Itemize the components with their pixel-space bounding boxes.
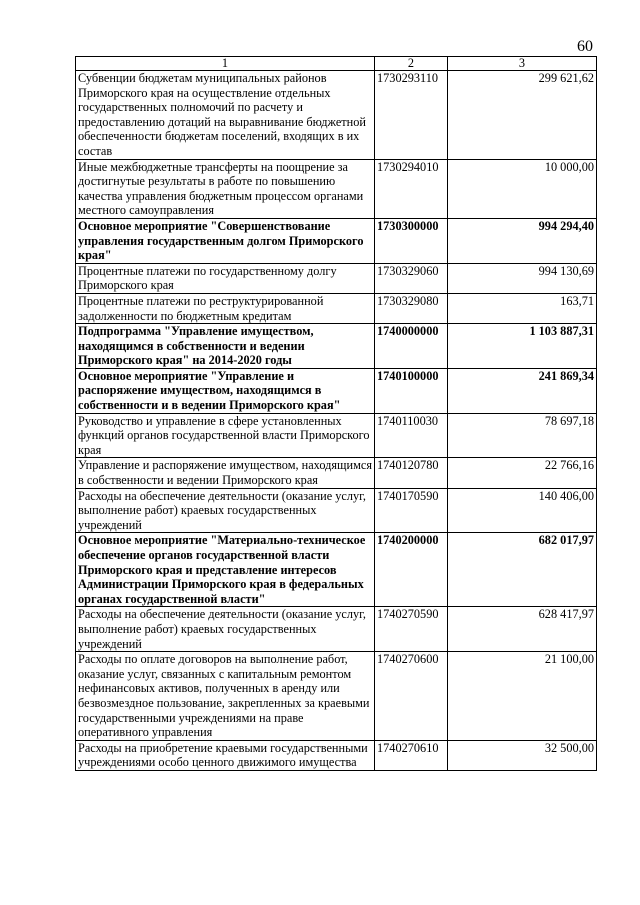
row-code-cell: 1740110030 [375,413,448,458]
table-row [76,740,597,770]
row-name-cell: Процентные платежи по государственному долгу Приморского края [76,263,375,293]
table-row [76,607,597,652]
budget-table [75,56,597,771]
column-header-1: 1 [76,57,375,71]
row-amount-cell: 10 000,00 [448,159,597,218]
row-code-cell: 1740200000 [375,533,448,607]
row-code-cell: 1740270600 [375,652,448,741]
row-name-cell: Расходы на обеспечение деятельности (оказание услуг, выполнение работ) краевых государственных учреждений [76,488,375,533]
table-row [76,159,597,218]
row-name-cell: Иные межбюджетные трансферты на поощрение за достигнутые результаты в работе по повышению качества управления бюджетным процессом органами местного самоуправления [76,159,375,218]
row-amount-cell: 994 294,40 [448,218,597,263]
row-name-cell: Субвенции бюджетам муниципальных районов Приморского края на осуществление отдельных государственных полномочий по расчету и предоставлению дотаций на выравнивание бюджетной обеспеченности бюджетам поселений, входящих в их состав [76,71,375,160]
row-name-cell: Расходы на приобретение краевыми государственными учреждениями особо ценного движимого имущества [76,740,375,770]
column-header-2: 2 [375,57,448,71]
row-name-cell: Расходы по оплате договоров на выполнение работ, оказание услуг, связанных с капитальным ремонтом нефинансовых активов, полученных в аренду или безвозмездное пользование, закрепленных за краевыми государственными учреждениями на праве оперативного управления [76,652,375,741]
table-row [76,458,597,488]
row-code-cell: 1740170590 [375,488,448,533]
row-amount-cell: 21 100,00 [448,652,597,741]
row-code-cell: 1740000000 [375,324,448,369]
row-amount-cell: 1 103 887,31 [448,324,597,369]
row-name-cell: Подпрограмма "Управление имуществом, находящимся в собственности и ведении Приморского края" на 2014-2020 годы [76,324,375,369]
row-name-cell: Расходы на обеспечение деятельности (оказание услуг, выполнение работ) краевых государственных учреждений [76,607,375,652]
row-name-cell: Управление и распоряжение имуществом, находящимся в собственности и ведении Приморского края [76,458,375,488]
row-name-cell: Основное мероприятие "Управление и распоряжение имуществом, находящимся в собственности и в ведении Приморского края" [76,368,375,413]
row-amount-cell: 628 417,97 [448,607,597,652]
table-row [76,218,597,263]
row-name-cell: Процентные платежи по реструктурированной задолженности по бюджетным кредитам [76,293,375,323]
column-header-3: 3 [448,57,597,71]
row-amount-cell: 682 017,97 [448,533,597,607]
row-code-cell: 1730329080 [375,293,448,323]
table-row [76,71,597,160]
row-code-cell: 1730300000 [375,218,448,263]
row-code-cell: 1730294010 [375,159,448,218]
table-row [76,368,597,413]
table-row [76,652,597,741]
row-amount-cell: 299 621,62 [448,71,597,160]
table-row [76,293,597,323]
row-amount-cell: 163,71 [448,293,597,323]
table-row [76,533,597,607]
row-amount-cell: 140 406,00 [448,488,597,533]
row-amount-cell: 22 766,16 [448,458,597,488]
table-header-row [76,57,597,71]
row-code-cell: 1730293110 [375,71,448,160]
page-number: 60 [577,38,593,55]
row-code-cell: 1740100000 [375,368,448,413]
table-row [76,263,597,293]
row-code-cell: 1730329060 [375,263,448,293]
row-code-cell: 1740120780 [375,458,448,488]
table-row [76,488,597,533]
table-row [76,324,597,369]
row-name-cell: Руководство и управление в сфере установленных функций органов государственной власти Приморского края [76,413,375,458]
row-code-cell: 1740270590 [375,607,448,652]
row-amount-cell: 241 869,34 [448,368,597,413]
row-amount-cell: 994 130,69 [448,263,597,293]
table-row [76,413,597,458]
row-amount-cell: 78 697,18 [448,413,597,458]
row-name-cell: Основное мероприятие "Материально-техническое обеспечение органов государственной власти Приморского края и представление интересов Администрации Приморского края в федеральных органах государственной власти" [76,533,375,607]
row-name-cell: Основное мероприятие "Совершенствование управления государственным долгом Приморского края" [76,218,375,263]
row-code-cell: 1740270610 [375,740,448,770]
row-amount-cell: 32 500,00 [448,740,597,770]
